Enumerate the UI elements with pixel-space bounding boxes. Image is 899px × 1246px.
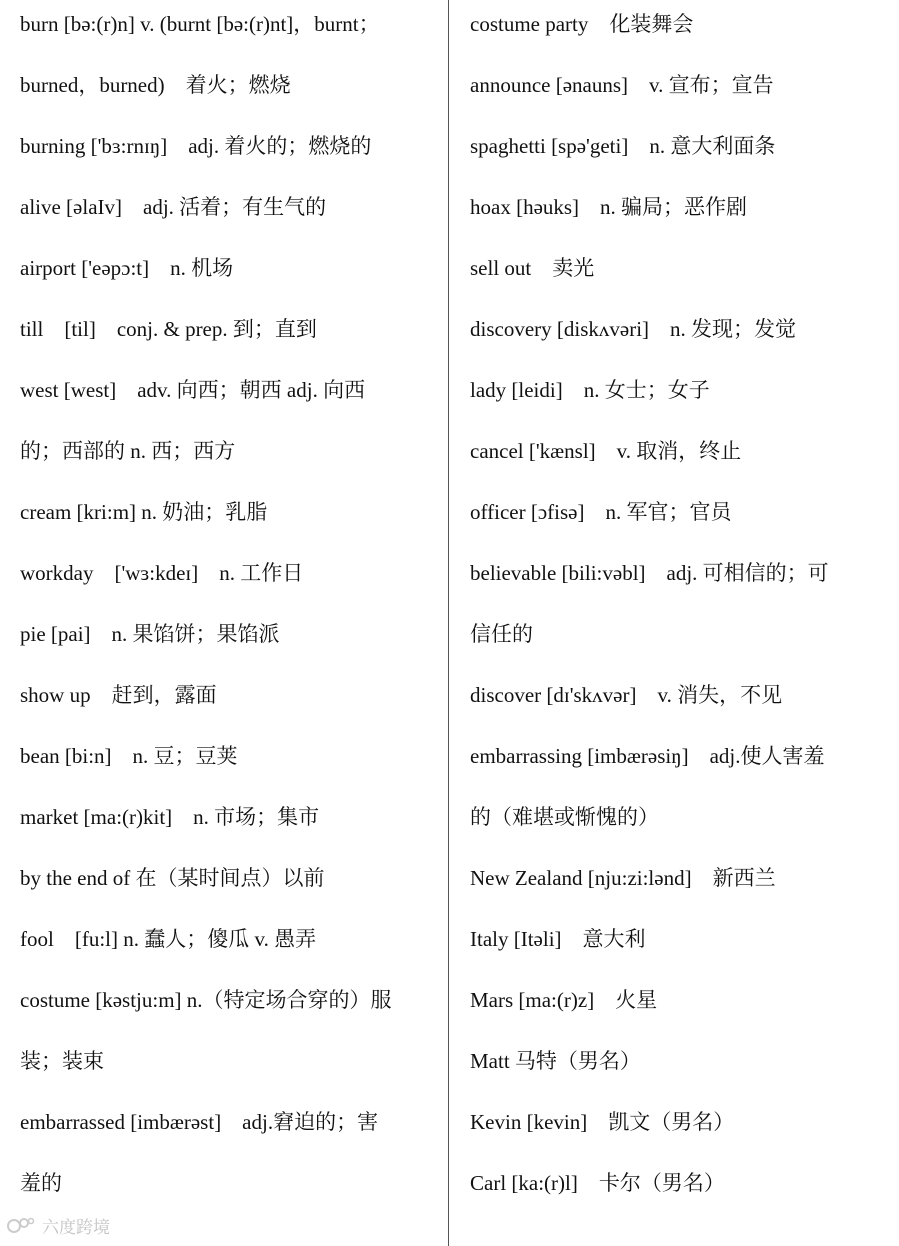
vocab-line: embarrassing [imbærəsiŋ] adj.使人害羞: [470, 744, 825, 768]
vocab-line: 信任的: [470, 622, 533, 646]
vocab-line: workday ['wɜ:kdeɪ] n. 工作日: [20, 561, 304, 585]
vocab-line: cancel ['kænsl] v. 取消，终止: [470, 439, 742, 463]
vocab-line: 的；西部的 n. 西；西方: [20, 439, 236, 463]
vocab-line: alive [əlaIv] adj. 活着；有生气的: [20, 195, 327, 219]
vocab-line: show up 赶到，露面: [20, 683, 217, 707]
vocab-line: 装；装束: [20, 1049, 104, 1073]
vocab-line: believable [bili:vəbl] adj. 可相信的；可: [470, 561, 829, 585]
vocab-line: bean [bi:n] n. 豆；豆荚: [20, 744, 238, 768]
vocab-line: lady [leidi] n. 女士；女子: [470, 378, 710, 402]
vocab-line: Matt 马特（男名）: [470, 1049, 641, 1073]
column-divider: [448, 0, 449, 1246]
vocab-line: costume party 化装舞会: [470, 12, 694, 36]
vocab-line: 羞的: [20, 1171, 62, 1195]
vocab-line: by the end of 在（某时间点）以前: [20, 866, 325, 890]
vocab-line: 的（难堪或惭愧的）: [470, 805, 659, 829]
vocab-line: market [ma:(r)kit] n. 市场；集市: [20, 805, 320, 829]
vocab-line: burning ['bɜ:rnɪŋ] adj. 着火的；燃烧的: [20, 134, 372, 158]
vocab-line: till [til] conj. & prep. 到；直到: [20, 317, 317, 341]
vocab-line: embarrassed [imbærəst] adj.窘迫的；害: [20, 1110, 379, 1134]
vocab-line: Italy [Itəli] 意大利: [470, 927, 646, 951]
vocab-line: Carl [ka:(r)l] 卡尔（男名）: [470, 1171, 725, 1195]
vocab-line: sell out 卖光: [470, 256, 595, 280]
watermark: [6, 1213, 110, 1238]
vocab-line: burn [bə:(r)n] v. (burnt [bə:(r)nt]，burnt；: [20, 12, 380, 36]
vocab-line: fool [fu:l] n. 蠢人；傻瓜 v. 愚弄: [20, 927, 317, 951]
vocab-line: hoax [həuks] n. 骗局；恶作剧: [470, 195, 748, 219]
vocab-line: west [west] adv. 向西；朝西 adj. 向西: [20, 378, 366, 402]
vocab-line: discover [dɪ'skʌvər] v. 消失，不见: [470, 683, 783, 707]
vocab-line: cream [kri:m] n. 奶油；乳脂: [20, 500, 268, 524]
vocab-line: officer [ɔfisə] n. 军官；官员: [470, 500, 732, 524]
vocab-line: airport ['eəpɔ:t] n. 机场: [20, 256, 234, 280]
vocab-line: Kevin [kevin] 凯文（男名）: [470, 1110, 735, 1134]
vocab-line: New Zealand [nju:zi:lənd] 新西兰: [470, 866, 776, 890]
vocab-line: announce [ənauns] v. 宣布；宣告: [470, 73, 774, 97]
vocab-line: discovery [diskʌvəri] n. 发现；发觉: [470, 317, 797, 341]
vocab-line: spaghetti [spə'geti] n. 意大利面条: [470, 134, 776, 158]
vocab-line: costume [kəstju:m] n.（特定场合穿的）服: [20, 988, 392, 1012]
vocab-line: Mars [ma:(r)z] 火星: [470, 988, 658, 1012]
watermark-text: 六度跨境: [42, 1218, 110, 1238]
brand-logo-icon: [6, 1215, 36, 1237]
vocab-line: burned，burned) 着火；燃烧: [20, 73, 291, 97]
vocab-line: pie [pai] n. 果馅饼；果馅派: [20, 622, 280, 646]
